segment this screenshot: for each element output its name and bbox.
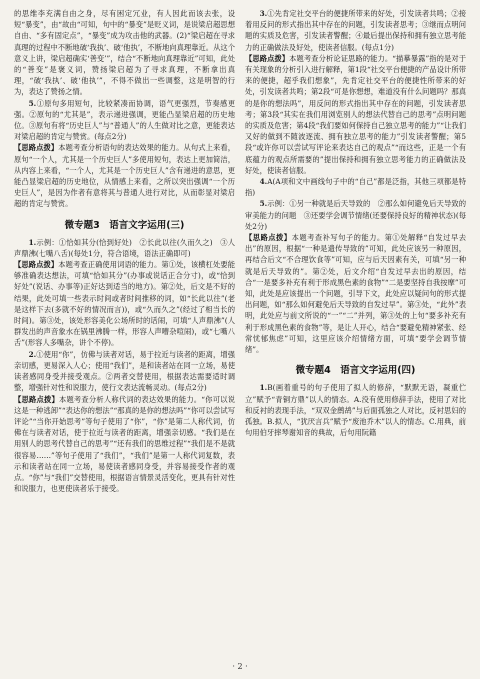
answer-item	[245, 198, 466, 232]
item-text: 示例：①另一种就是后天导致的 ②那么如何避免后天导致的审美能力的问题 ③还要学会调节情绪(还要保持良好的精神状态)(每处2分)	[245, 199, 466, 231]
analysis-note	[14, 142, 235, 209]
item-text: ①使用“你”，仿佛与读者对话，易于拉近与读者的距离，增强亲切感，更易深入人心；使用“我们”，是和读者站在同一立场，易使读者感同身受并接受观点。②两者交替使用，根据表达需要适时调整，增强针对性和说服力，使行文表达流畅灵动。(每点2分)	[14, 349, 235, 393]
section-title: 微专题3 语言文字运用(三)	[64, 219, 185, 231]
analysis-text: 本题考查补写句子的能力。第①处解释“自发过早去出”的原因，根据“一种是遗传导致的”可知，此处应该另一种原因，再结合后文“不合理饮食等”可知，应与后天因素有关，可填“另一种就是后天导致的”。第②处，后文介绍“自发过早去出的原因，结合“一是要多补充有利于形成黑色素的食物”“二是要坚持自我按摩”可知，此处是应该提出一个问题，引导下文，此处应以疑问句的形式提出问题，如“那么如何避免后天导致的自发过早”。第③处，“此外”表明，此处应与前文所说的“一”“二”并列，第③处的上句“要多补充有利于形成黑色素的食物”等，是让人开心，结合“要避免精神紧张、经常忧郁焦虑”可知，这里应该介绍情绪方面，可填“要学会调节情绪”。	[245, 233, 466, 355]
analysis-note	[245, 232, 466, 355]
analysis-text: 本题考查正确使用词语的能力。第①处，该横杠处要能够准确表达想法，可填“恰如其分”(办事或说话正合分寸)，或“恰到好处”(说话、办事等)正好达到适当的地方)。第②处，后文是不好的结果，此处可填一些表示时间或者时间推移的词，如“长此以往”(老是这样下去(多就不好的情况而言))，或“久而久之”(经过了相当长的时间)。第③处，该处形容美化公场所时的话闹，可填“人声鼎沸”(人群发出的声音象水在锅里沸腾一样，形容人声嘈杂喧闹)，或“七嘴八舌”(形容人多嘴杂，讲个不停)。	[14, 260, 235, 348]
left-column	[14, 8, 235, 660]
analysis-tag: 【思路点拨】	[14, 143, 59, 153]
item-number: 1.	[259, 383, 268, 393]
item-number: 3.	[259, 9, 268, 18]
analysis-note	[14, 394, 235, 495]
paragraph: 的思维李充满自由之身，尽有困定冗业，有人因此而该去张，设短“暴变”，由“故由“可知，句中的“暴变”是贬义词，是说梁启超思想自由、“多有固定点”，“暴变”成为攻击他的武器。(2)“梁启超在寻求真理的过程中不断地破‘我执’、破‘他执’，不断地向真理靠近。从这个意义上讲，梁启超确实‘善变’”，结合“不断地向真理靠近”可知，此处的“善变”是褒义词，赞扬梁启超为了寻求真理，不断拿出真理，“破‘我执’、破‘他执’”，不得不做出一些调整，这是明智的行为，表达了赞扬之情。	[14, 9, 235, 97]
item-number: 5.	[259, 199, 268, 209]
item-number: 2.	[28, 349, 37, 359]
analysis-text: 本题考查分析语句的表达效果的能力。从句式上来看，原句“一个人，尤其是一个历史巨人”多使用短句，表达上更加简洁，从内容上来看，“一个人，尤其是一个历史巨人”含有递进的意思，更能凸显梁启超的历史地位，从情感上来看，之所以突出强调“一个历史巨人”，是因为作者有意将其与普通人进行对比，从而彰显对梁启超的肯定与赞赏。	[14, 143, 235, 209]
right-column	[245, 8, 466, 660]
item-text: ①先肯定社交平台的便捷所带来的好处，引发读者共鸣；②接着用反问的形式指出其中存在的问题，引发读者思考；③继而点明问题的实质及危害，引发读者警醒；④最后提出保持和拥有独立思考能力的正确做法及好处，使读者信服。(每点1分)	[245, 9, 466, 52]
answer-item	[14, 98, 235, 143]
analysis-note	[14, 259, 235, 349]
item-text: B(画着重号的句子使用了拟人的修辞，“默默无语，凝重伫立”赋予“青铜方鼎”以人的情态。A.没有使用修辞手法，使用了对比和反衬的表现手法，“双双金鹧鸪”与后面孤独之人对比，反衬思妇的孤独。B.拟人，“犹厌言兵”赋予“废池乔木”以人的情态。C.用典，前句用伯牙摔琴谢知音的典故，后句用阮籍	[245, 383, 466, 438]
analysis-tag: 【思路点拨】	[245, 53, 290, 63]
item-number: 4.	[259, 177, 268, 187]
item-number: 5.	[28, 98, 37, 108]
two-column-layout	[14, 8, 466, 660]
item-text: ①原句多用短句，比较紧凑而协调，语气更强烈，节奏感更强。②原句的“尤其是”，表示递进强调，更能凸显梁启超的历史地位。③原句有将“历史巨人”与“普通人”的人生做对比之意，更能表达对梁启超的肯定与赞赏。(每点2分)	[14, 98, 235, 142]
answer-item	[14, 349, 235, 394]
section-title: 微专题4 语言文字运用(四)	[295, 365, 416, 377]
analysis-tag: 【思路点拨】	[14, 394, 59, 404]
item-text: 示例：①恰如其分(恰到好处) ②长此以往(久而久之) ③人声鼎沸(七嘴八舌)(每处1分，符合语境，语法正确即可)	[14, 237, 235, 258]
analysis-text: 本题考查分析人称代词的表达效果的能力。“你可以说这是一种逃卸”“表达你的想法”“那真的是你的想法吗”“你可以尝试写评论”“当你开始思考”等句子使用了“你”，“你”是第二人称代词，仿佛在与读者对话，使于拉近与读者的距离，增强亲切感。“我们是在用别人的思考代替自己的思考”“还有我们的思维过程”“我们是不是就很容易……”等句子使用了“我们”，“我们”是第一人称代词复数，表示和读者站在同一立场，易使读者感同身受，并容易接受作者的观点。“你”与“我们”交替使用，根据语言情景灵活变化，更具有针对性和说服力，也更使读者乐于接受。	[14, 394, 235, 494]
item-text: A(A项和文中画线句子中的“自己”都是泛指，其他三项都是特指)	[245, 177, 466, 198]
answer-item	[245, 382, 466, 438]
answer-item	[245, 8, 466, 53]
analysis-text: 本题考查分析论证思路的能力。“描摹暴露”指的是对于有关现象的分析引入进行解释，第1段“社交平台便捷的产品设计所带来的便捷，超乎我们想象”，先肯定社交平台的便捷性所带来的好处，引发读者共鸣；第2段“可是你想想，难道没有什么问题吗？那真的是你的想法吗”，用反问的形式指出其中存在的问题，引发读者思考；第3段“其实在我们用浏览别人的想法代替自己的思考”点明问题的实质及危害；第4段“我们要如何保持自己独立思考的能力”“让我们又好的做到不随波逐流、拥有独立思考的能力”引发读者警醒；第5段“或许你可以尝试写评论来表达自己的观点”“而这些，正是一个有底蕴力的观点所需要的”提出保持和拥有独立思考能力的正确做法及好处，使读者信服。	[245, 53, 466, 175]
item-number: 1.	[28, 237, 37, 247]
page-number: · 2 ·	[232, 662, 248, 671]
analysis-tag: 【思路点拨】	[14, 260, 59, 270]
analysis-note	[245, 53, 466, 176]
answer-item	[245, 176, 466, 198]
answer-item	[14, 237, 235, 259]
analysis-tag: 【思路点拨】	[245, 233, 292, 243]
